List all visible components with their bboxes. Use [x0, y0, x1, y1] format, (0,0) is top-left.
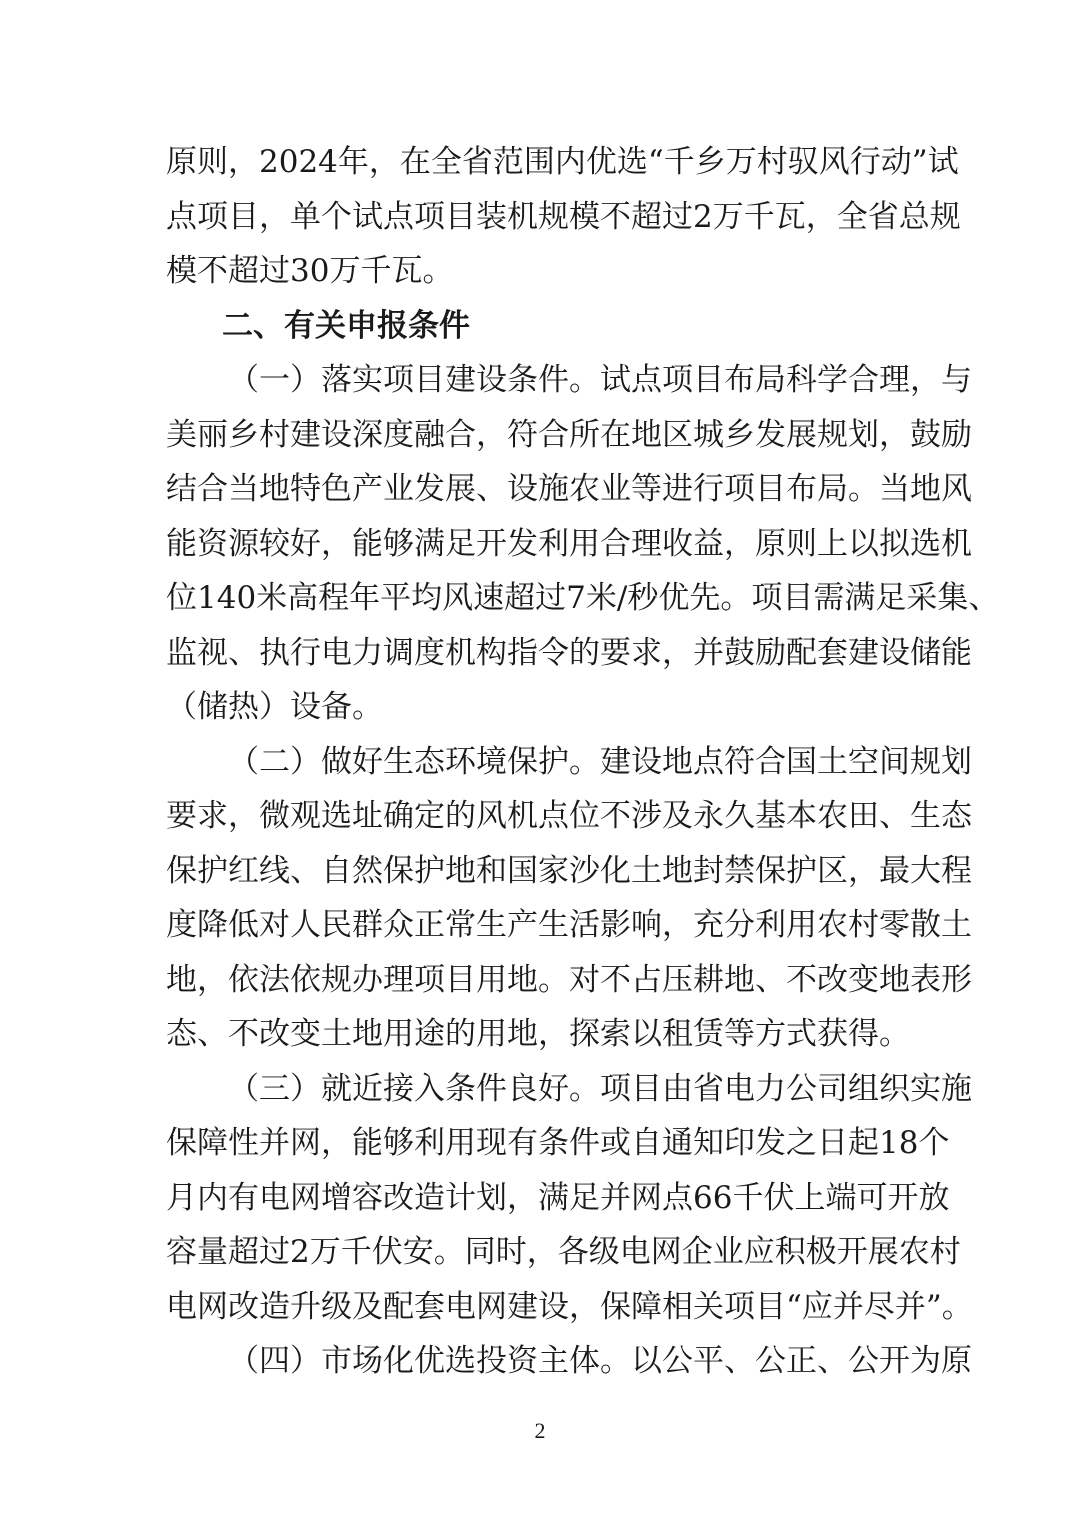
paragraph-line: 美丽乡村建设深度融合，符合所在地区城乡发展规划，鼓励 [166, 416, 972, 453]
paragraph-line: （一）落实项目建设条件。试点项目布局科学合理，与 [228, 362, 972, 398]
page-number: 2 [534, 1418, 546, 1443]
paragraph-line: 要求，微观选址确定的风机点位不涉及永久基本农田、生态 [166, 798, 972, 834]
paragraph-line: 保障性并网，能够利用现有条件或自通知印发之日起18个 [166, 1125, 950, 1161]
paragraph-line: （三）就近接入条件良好。项目由省电力公司组织实施 [228, 1070, 972, 1107]
document-body [166, 135, 1000, 1389]
paragraph-line: 月内有电网增容改造计划，满足并网点66千伏上端可开放 [166, 1179, 950, 1216]
paragraph-line: 地，依法依规办理项目用地。对不占压耕地、不改变地表形 [166, 961, 972, 998]
paragraph-line: （储热）设备。 [166, 689, 383, 725]
section-heading: 二、有关申报条件 [222, 307, 470, 344]
paragraph-line: 态、不改变土地用途的用地，探索以租赁等方式获得。 [166, 1016, 910, 1052]
paragraph-line: 位140米高程年平均风速超过7米/秒优先。项目需满足采集、 [166, 580, 1000, 616]
paragraph-line: （二）做好生态环境保护。建设地点符合国土空间规划 [228, 743, 972, 780]
paragraph-line: 能资源较好，能够满足开发利用合理收益，原则上以拟选机 [166, 525, 972, 562]
paragraph-line: 原则，2024年，在全省范围内优选“千乡万村驭风行动”试 [166, 144, 959, 180]
paragraph-line: 点项目，单个试点项目装机规模不超过2万千瓦，全省总规 [166, 198, 961, 235]
paragraph-line: 模不超过30万千瓦。 [166, 253, 454, 289]
paragraph-line: 结合当地特色产业发展、设施农业等进行项目布局。当地风 [166, 471, 972, 507]
paragraph-line: 容量超过2万千伏安。同时，各级电网企业应积极开展农村 [166, 1234, 961, 1270]
paragraph-line: 度降低对人民群众正常生产生活影响，充分利用农村零散土 [166, 907, 972, 943]
paragraph-line: 监视、执行电力调度机构指令的要求，并鼓励配套建设储能 [166, 634, 972, 671]
paragraph-line: 电网改造升级及配套电网建设，保障相关项目“应并尽并”。 [166, 1288, 973, 1325]
paragraph-line: 保护红线、自然保护地和国家沙化土地封禁保护区，最大程 [166, 852, 972, 889]
paragraph-line: （四）市场化优选投资主体。以公平、公正、公开为原 [228, 1343, 972, 1379]
